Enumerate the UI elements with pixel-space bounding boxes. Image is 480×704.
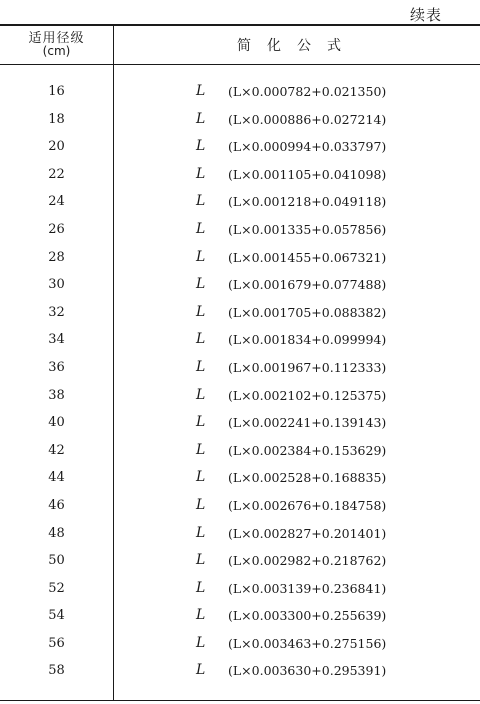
length-symbol: L (196, 220, 206, 237)
formula-cell: (L×0.002827+0.201401) (228, 525, 387, 541)
diameter-cell: 42 (48, 442, 65, 458)
diameter-cell: 32 (48, 304, 65, 320)
length-symbol: L (196, 441, 206, 458)
formula-cell: (L×0.002241+0.139143) (228, 415, 387, 431)
length-symbol: L (196, 496, 206, 513)
length-symbol: L (196, 165, 206, 182)
table-row (0, 354, 480, 382)
diameter-cell: 22 (48, 166, 65, 182)
length-symbol: L (196, 552, 206, 569)
header-rule (0, 64, 480, 65)
diameter-cell: 26 (48, 221, 65, 237)
table-row (0, 657, 480, 685)
table-row (0, 161, 480, 189)
formula-cell: (L×0.000994+0.033797) (228, 139, 387, 155)
formula-cell: (L×0.002676+0.184758) (228, 497, 387, 513)
formula-cell: (L×0.003139+0.236841) (228, 580, 387, 596)
length-symbol: L (196, 303, 206, 320)
length-symbol: L (196, 248, 206, 265)
continued-label: 续表 (409, 6, 442, 24)
length-symbol: L (196, 110, 206, 127)
table-row (0, 437, 480, 465)
formula-cell: (L×0.001455+0.067321) (228, 249, 387, 265)
table-row (0, 244, 480, 272)
formula-cell: (L×0.000886+0.027214) (228, 111, 387, 127)
diameter-cell: 18 (48, 111, 65, 127)
length-symbol: L (196, 469, 206, 486)
length-symbol: L (196, 358, 206, 375)
header-diameter-unit: (cm) (42, 44, 71, 58)
header-diameter-label: 适用径级 (28, 31, 85, 46)
formula-cell: (L×0.001967+0.112333) (228, 359, 387, 375)
formula-cell: (L×0.001705+0.088382) (228, 304, 387, 320)
diameter-cell: 30 (48, 277, 65, 293)
length-symbol: L (196, 579, 206, 596)
length-symbol: L (196, 607, 206, 624)
formula-cell: (L×0.000782+0.021350) (228, 84, 387, 99)
diameter-cell: 52 (48, 580, 65, 596)
length-symbol: L (196, 276, 206, 293)
formula-cell: (L×0.002982+0.218762) (228, 553, 387, 569)
diameter-cell: 54 (48, 608, 65, 624)
diameter-cell: 40 (48, 415, 65, 431)
formula-cell: (L×0.001834+0.099994) (228, 332, 387, 348)
length-symbol: L (196, 83, 206, 99)
table-row (0, 630, 480, 658)
table-row (0, 547, 480, 575)
table-row (0, 299, 480, 327)
table-row (0, 78, 480, 106)
table-row (0, 216, 480, 244)
length-symbol: L (196, 414, 206, 431)
diameter-cell: 58 (48, 663, 65, 679)
formula-cell: (L×0.003463+0.275156) (228, 635, 387, 651)
diameter-cell: 46 (48, 497, 65, 513)
diameter-cell: 24 (48, 194, 65, 210)
diameter-cell: 34 (48, 332, 65, 348)
diameter-cell: 36 (48, 359, 65, 375)
table-row (0, 326, 480, 354)
diameter-cell: 16 (48, 84, 65, 99)
header-formula-label: 简化公式 (237, 38, 357, 54)
diameter-cell: 28 (48, 249, 65, 265)
diameter-cell: 50 (48, 553, 65, 569)
diameter-cell: 56 (48, 635, 65, 651)
formula-cell: (L×0.002102+0.125375) (228, 387, 387, 403)
table-row (0, 188, 480, 216)
length-symbol: L (196, 386, 206, 403)
table-row (0, 464, 480, 492)
formula-cell: (L×0.003630+0.295391) (228, 663, 387, 679)
length-symbol: L (196, 193, 206, 210)
length-symbol: L (196, 662, 206, 679)
table-row (0, 409, 480, 437)
diameter-cell: 48 (48, 525, 65, 541)
table-row (0, 575, 480, 603)
table-row (0, 382, 480, 410)
table-bottom-rule (0, 700, 480, 701)
length-symbol: L (196, 138, 206, 155)
formula-cell: (L×0.002384+0.153629) (228, 442, 387, 458)
table-row (0, 106, 480, 134)
diameter-cell: 20 (48, 139, 65, 155)
formula-cell: (L×0.003300+0.255639) (228, 608, 387, 624)
formula-cell: (L×0.001335+0.057856) (228, 221, 387, 237)
formula-cell: (L×0.001679+0.077488) (228, 277, 387, 293)
length-symbol: L (196, 524, 206, 541)
length-symbol: L (196, 634, 206, 651)
table-body (0, 78, 480, 685)
formula-cell: (L×0.001105+0.041098) (228, 166, 387, 182)
table-row (0, 271, 480, 299)
formula-cell: (L×0.002528+0.168835) (228, 470, 387, 486)
formula-cell: (L×0.001218+0.049118) (228, 194, 387, 210)
table-row (0, 133, 480, 161)
table-row (0, 520, 480, 548)
table-top-rule (0, 24, 480, 26)
table-row (0, 492, 480, 520)
length-symbol: L (196, 331, 206, 348)
diameter-cell: 38 (48, 387, 65, 403)
diameter-cell: 44 (48, 470, 65, 486)
table-row (0, 602, 480, 630)
